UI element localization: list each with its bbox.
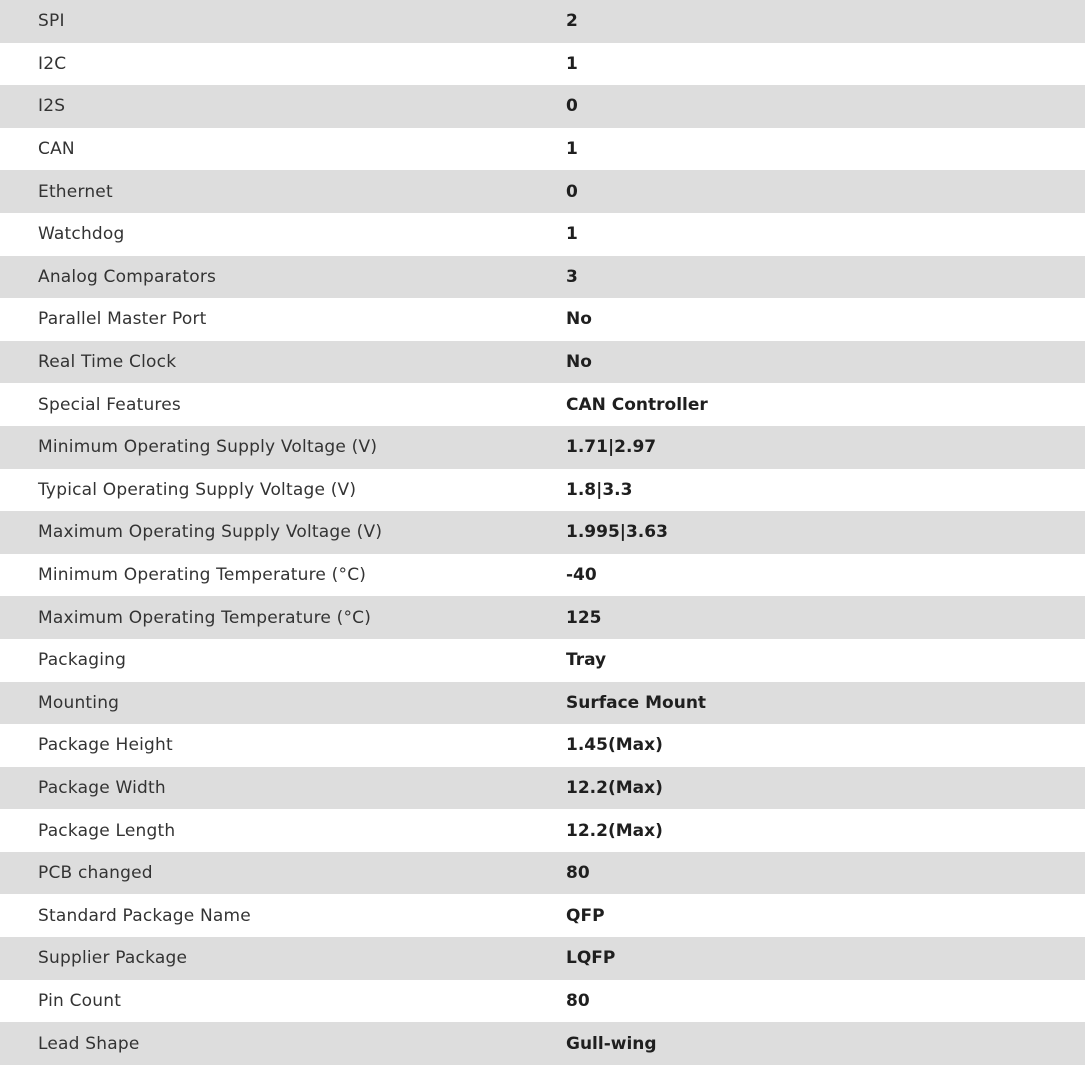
spec-row-package-height	[0, 724, 1085, 767]
spec-row-real-time-clock	[0, 341, 1085, 384]
spec-row-package-width	[0, 767, 1085, 810]
spec-row-min-temperature	[0, 554, 1085, 597]
spec-label: Analog Comparators	[0, 256, 528, 299]
spec-value: 2	[528, 0, 1085, 43]
spec-row-parallel-master-port	[0, 298, 1085, 341]
spec-value: No	[528, 298, 1085, 341]
spec-row-special-features	[0, 383, 1085, 426]
spec-label: Maximum Operating Supply Voltage (V)	[0, 511, 528, 554]
spec-row-i2s	[0, 85, 1085, 128]
spec-value: Tray	[528, 639, 1085, 682]
spec-label: Minimum Operating Supply Voltage (V)	[0, 426, 528, 469]
spec-label: Supplier Package	[0, 937, 528, 980]
spec-label: Maximum Operating Temperature (°C)	[0, 596, 528, 639]
spec-value: 12.2(Max)	[528, 767, 1085, 810]
spec-row-ethernet	[0, 170, 1085, 213]
spec-value: 0	[528, 170, 1085, 213]
spec-value: QFP	[528, 894, 1085, 937]
spec-row-i2c	[0, 43, 1085, 86]
spec-value: 12.2(Max)	[528, 809, 1085, 852]
spec-row-max-supply-voltage	[0, 511, 1085, 554]
spec-value: 1	[528, 128, 1085, 171]
spec-label: Ethernet	[0, 170, 528, 213]
spec-value: 80	[528, 852, 1085, 895]
spec-value: 1	[528, 43, 1085, 86]
spec-value: Gull-wing	[528, 1022, 1085, 1065]
spec-value: 1.995|3.63	[528, 511, 1085, 554]
spec-value: 80	[528, 980, 1085, 1023]
spec-value: -40	[528, 554, 1085, 597]
spec-row-max-temperature	[0, 596, 1085, 639]
spec-row-pin-count	[0, 980, 1085, 1023]
spec-value: CAN Controller	[528, 383, 1085, 426]
spec-row-spi	[0, 0, 1085, 43]
spec-label: Package Length	[0, 809, 528, 852]
spec-value: 125	[528, 596, 1085, 639]
spec-value: 1.71|2.97	[528, 426, 1085, 469]
spec-row-watchdog	[0, 213, 1085, 256]
spec-label: Watchdog	[0, 213, 528, 256]
spec-label: Minimum Operating Temperature (°C)	[0, 554, 528, 597]
spec-label: Lead Shape	[0, 1022, 528, 1065]
spec-row-can	[0, 128, 1085, 171]
spec-label: Typical Operating Supply Voltage (V)	[0, 469, 528, 512]
spec-label: Package Height	[0, 724, 528, 767]
spec-label: Package Width	[0, 767, 528, 810]
spec-row-packaging	[0, 639, 1085, 682]
spec-value: 1.45(Max)	[528, 724, 1085, 767]
spec-row-package-length	[0, 809, 1085, 852]
spec-row-pcb-changed	[0, 852, 1085, 895]
spec-value: No	[528, 341, 1085, 384]
spec-row-min-supply-voltage	[0, 426, 1085, 469]
spec-row-lead-shape	[0, 1022, 1085, 1065]
spec-row-standard-package-name	[0, 894, 1085, 937]
spec-label: SPI	[0, 0, 528, 43]
spec-label: Pin Count	[0, 980, 528, 1023]
spec-value: 1.8|3.3	[528, 469, 1085, 512]
spec-value: LQFP	[528, 937, 1085, 980]
spec-label: Mounting	[0, 682, 528, 725]
spec-label: CAN	[0, 128, 528, 171]
spec-label: Standard Package Name	[0, 894, 528, 937]
spec-row-analog-comparators	[0, 256, 1085, 299]
spec-label: PCB changed	[0, 852, 528, 895]
spec-label: Parallel Master Port	[0, 298, 528, 341]
spec-row-typ-supply-voltage	[0, 469, 1085, 512]
spec-value: 1	[528, 213, 1085, 256]
spec-row-supplier-package	[0, 937, 1085, 980]
spec-label: I2C	[0, 43, 528, 86]
spec-value: Surface Mount	[528, 682, 1085, 725]
spec-label: Special Features	[0, 383, 528, 426]
spec-label: Real Time Clock	[0, 341, 528, 384]
spec-row-mounting	[0, 682, 1085, 725]
spec-label: I2S	[0, 85, 528, 128]
spec-value: 0	[528, 85, 1085, 128]
spec-value: 3	[528, 256, 1085, 299]
spec-label: Packaging	[0, 639, 528, 682]
